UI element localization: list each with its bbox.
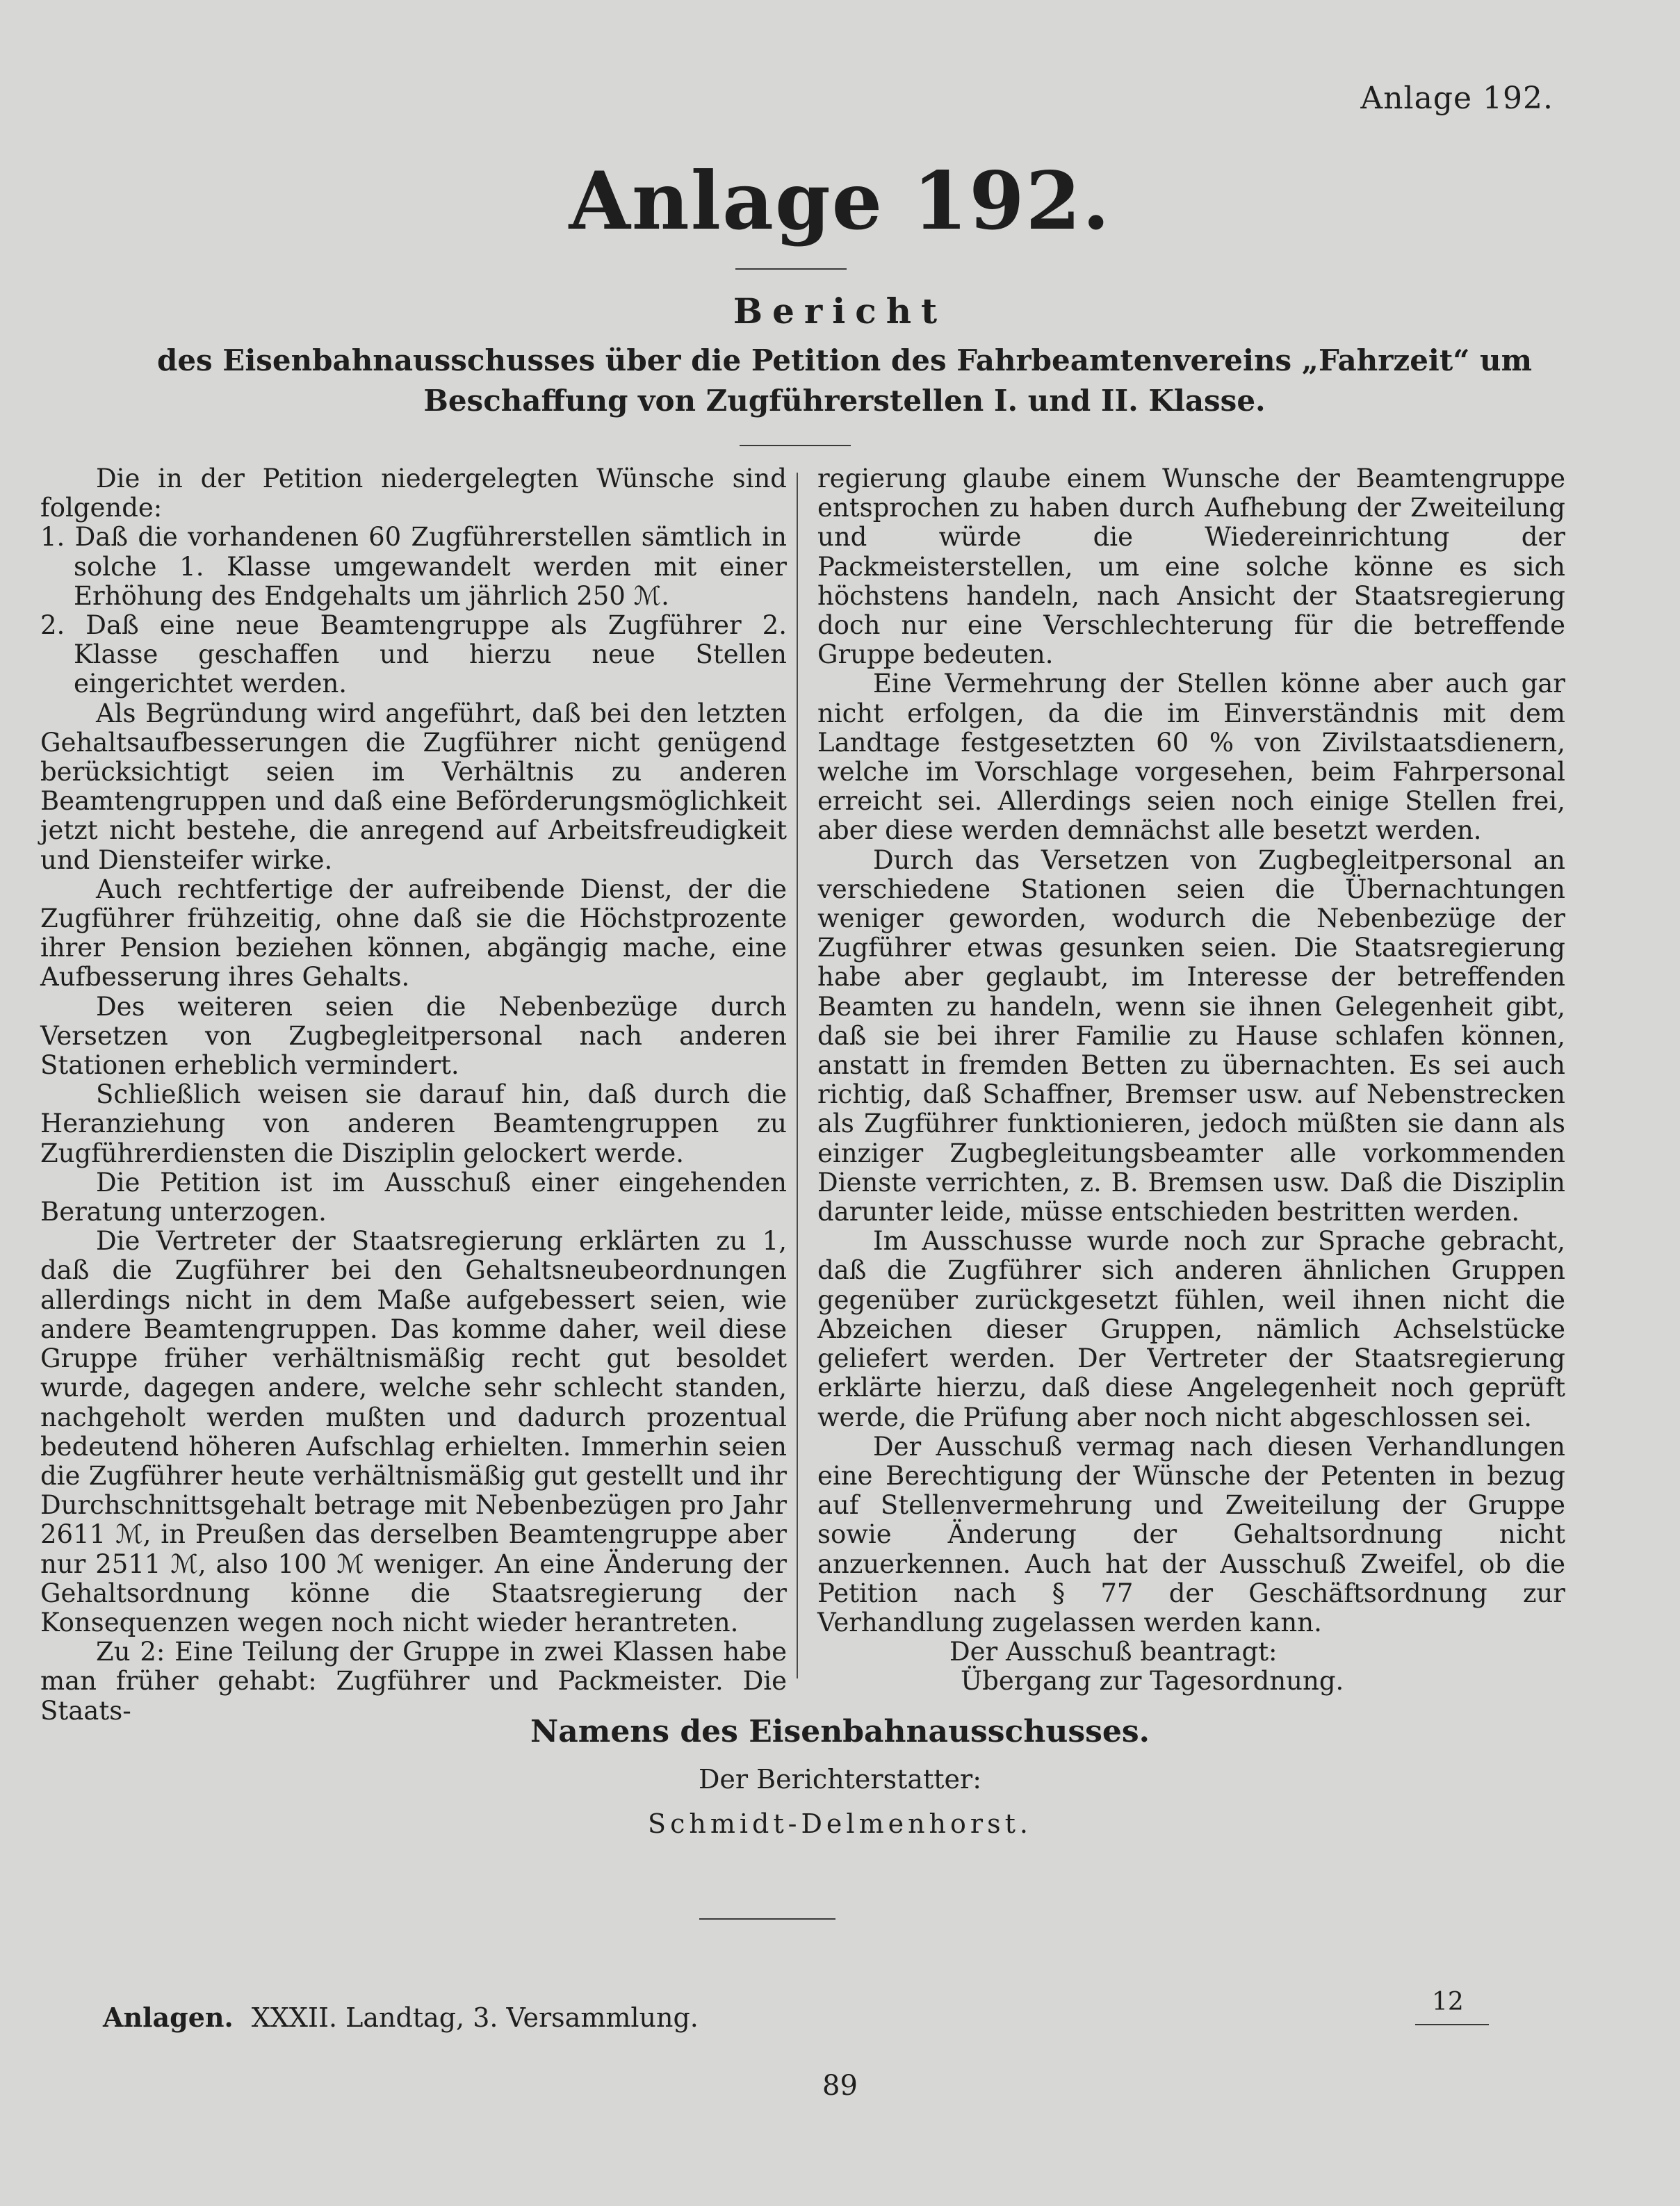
signature-role: Der Berichterstatter: xyxy=(698,1764,982,1795)
paragraph: Eine Vermehrung der Stellen könne aber auch gar nicht erfolgen, da die im Einverständnis mit dem Landtage festgesetzten 60 % von Zivilstaatsdienern, welche im Vorschlage vorgesehen, beim Fahrpersonal erreicht sei. Allerdings seien noch einige Stellen frei, aber diese werden demnächst alle besetzt werden. xyxy=(817,669,1565,846)
page-number: 89 xyxy=(822,2070,858,2102)
motion-label: Der Ausschuß beantragt: xyxy=(949,1637,1278,1667)
paragraph: Auch rechtfertige der aufreibende Dienst, der die Zugführer frühzeitig, ohne daß sie die Höchstprozente ihrer Pension beziehen können, abgängig mache, eine Aufbesserung ihres Gehalts. xyxy=(40,874,787,992)
paragraph: Die in der Petition niedergelegten Wünsche sind folgende: xyxy=(40,464,787,523)
paragraph: Der Ausschuß vermag nach diesen Verhandlungen eine Berechtigung der Wünsche der Petenten in bezug auf Stellenvermehrung und Zweiteilung der Gruppe sowie Änderung der Gehaltsordnung nicht anzuerkennen. Auch hat der Ausschuß Zweifel, ob die Petition nach § 77 der Geschäftsordnung zur Verhandlung zugelassen werden kann. xyxy=(817,1431,1565,1637)
closing-divider xyxy=(699,1918,835,1920)
paragraph: Im Ausschusse wurde noch zur Sprache gebracht, daß die Zugführer sich anderen ähnlichen Gruppen gegenüber zurückgesetzt fühlen, weil ihnen nicht die Abzeichen dieser Gruppen, nämlich Achselstücke geliefert werden. Der Vertreter der Staatsregierung erklärte hierzu, daß diese Angelegenheit noch geprüft werde, die Prüfung aber noch nicht abgeschlossen sei. xyxy=(817,1226,1565,1432)
paragraph: Die Vertreter der Staatsregierung erklärten zu 1, daß die Zugführer bei den Gehaltsneubeordnungen allerdings nicht in dem Maße aufgebessert seien, wie andere Beamtengruppen. Das komme daher, weil diese Gruppe früher verhältnismäßig recht gut besoldet wurde, dagegen andere, welche sehr schlecht standen, nachgeholt werden mußten und dadurch prozentual bedeutend höheren Aufschlag erhielten. Immerhin seien die Zugführer heute verhältnismäßig gut gestellt und ihr Durchschnittsgehalt betrage mit Nebenbezügen pro Jahr 2611 ℳ, in Preußen das derselben Beamtengruppe aber nur 2511 ℳ, also 100 ℳ weniger. An eine Änderung der Gehaltsordnung könne die Staatsregierung der Konsequenzen wegen noch nicht wieder herantreten. xyxy=(40,1226,787,1637)
sheet-number: 12 xyxy=(1432,1988,1464,2016)
paragraph: Als Begründung wird angeführt, daß bei den letzten Gehaltsaufbesserungen die Zugführer nicht genügend berücksichtigt seien im Verhältnis zu anderen Beamtengruppen und daß eine Beförderungsmöglichkeit jetzt nicht bestehe, die anregend auf Arbeitsfreudigkeit und Diensteifer wirke. xyxy=(40,698,787,875)
report-subtitle: des Eisenbahnausschusses über die Petition des Fahrbeamtenvereins „Fahrzeit“ um Beschaffung von Zugführerstellen I. und II. Klasse. xyxy=(156,343,1533,418)
footer-label-bold: Anlagen. xyxy=(103,2002,234,2033)
footer-label xyxy=(103,2002,699,2033)
column-divider xyxy=(797,473,798,1678)
paragraph: Zu 2: Eine Teilung der Gruppe in zwei Klassen habe man früher gehabt: Zugführer und Packmeister. Die Staats- xyxy=(40,1637,787,1726)
paragraph: Durch das Versetzen von Zugbegleitpersonal an verschiedene Stationen seien die Übernachtungen weniger geworden, wodurch die Nebenbezüge der Zugführer etwas gesunken seien. Die Staatsregierung habe aber geglaubt, im Interesse der betreffenden Beamten zu handeln, wenn sie ihnen Gelegenheit gibt, daß sie bei ihrer Familie zu Hause schlafen können, anstatt in fremden Betten zu übernachten. Es sei auch richtig, daß Schaffner, Bremser usw. auf Nebenstrecken als Zugführer funktionieren, jedoch müßten sie dann als einziger Zugbegleitungsbeamter alle vorkommenden Dienste verrichten, z. B. Bremsen usw. Daß die Disziplin darunter leide, müsse entschieden bestritten werden. xyxy=(817,844,1565,1227)
right-column xyxy=(817,464,1565,1697)
footer-label-text: XXXII. Landtag, 3. Versammlung. xyxy=(251,2002,699,2033)
running-head: Anlage 192. xyxy=(1360,81,1553,116)
paragraph: Schließlich weisen sie darauf hin, daß durch die Heranziehung von anderen Beamtengruppen zu Zugführerdiensten die Disziplin gelockert werde. xyxy=(40,1079,787,1168)
report-heading: Bericht xyxy=(733,291,947,332)
subtitle-divider xyxy=(740,445,851,446)
signature-on-behalf: Namens des Eisenbahnausschusses. xyxy=(530,1714,1150,1749)
list-item: 2. Daß eine neue Beamtengruppe als Zugführer 2. Klasse geschaffen und hierzu neue Stellen eingerichtet werden. xyxy=(40,610,787,699)
paragraph: regierung glaube einem Wunsche der Beamtengruppe entsprochen zu haben durch Aufhebung der Zweiteilung und würde die Wiedereinrichtung der Packmeisterstellen, um eine solche könne es sich höchstens handeln, nach Ansicht der Staatsregierung doch nur eine Verschlechterung für die betreffende Gruppe bedeuten. xyxy=(817,464,1565,670)
signature-name: Schmidt-Delmenhorst. xyxy=(648,1808,1032,1839)
page-title: Anlage 192. xyxy=(569,154,1111,247)
paragraph: Des weiteren seien die Nebenbezüge durch Versetzen von Zugbegleitpersonal nach anderen Stationen erheblich vermindert. xyxy=(40,991,787,1081)
list-item: 1. Daß die vorhandenen 60 Zugführerstellen sämtlich in solche 1. Klasse umgewandelt werden mit einer Erhöhung des Endgehalts um jährlich 250 ℳ. xyxy=(40,522,787,611)
paragraph: Die Petition ist im Ausschuß einer eingehenden Beratung unterzogen. xyxy=(40,1167,787,1227)
motion-text: Übergang zur Tagesordnung. xyxy=(961,1666,1344,1697)
title-divider xyxy=(735,268,847,270)
left-column xyxy=(40,464,787,1726)
sheet-number-rule xyxy=(1415,2024,1489,2025)
